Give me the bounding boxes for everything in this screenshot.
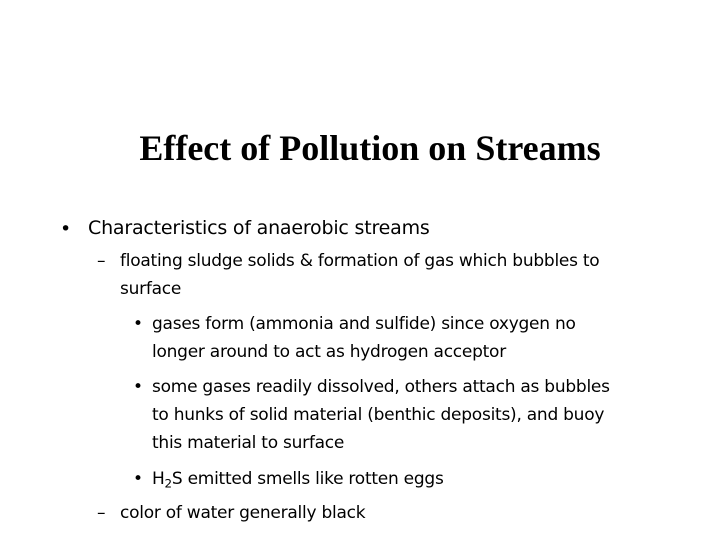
bullet-marker: • [133,314,143,334]
bullet-marker: • [133,377,143,397]
h2s-line [152,469,444,489]
slide-title: Effect of Pollution on Streams [139,128,601,168]
bullet-marker: • [60,218,72,240]
subitem-line: to hunks of solid material (benthic deposits), and buoy [152,405,605,425]
bullet-marker: • [133,469,143,489]
subitem-line: some gases readily dissolved, others attach as bubbles [152,377,610,397]
subitem-line: floating sludge solids & formation of gas which bubbles to [120,251,600,271]
subitem-line: longer around to act as hydrogen acceptor [152,342,506,362]
h2s-rest: S emitted smells like rotten eggs [171,469,444,489]
subitem-line: surface [120,279,182,299]
h2s-h: H [152,469,165,489]
dash-marker: – [97,503,106,523]
subitem-line: this material to surface [152,433,345,453]
subitem-line: color of water generally black [120,503,366,523]
bullet-level1-text: Characteristics of anaerobic streams [88,217,430,239]
dash-marker: – [97,251,106,271]
h2s-subscript: 2 [164,476,172,491]
subitem-line: gases form (ammonia and sulfide) since oxygen no [152,314,576,334]
